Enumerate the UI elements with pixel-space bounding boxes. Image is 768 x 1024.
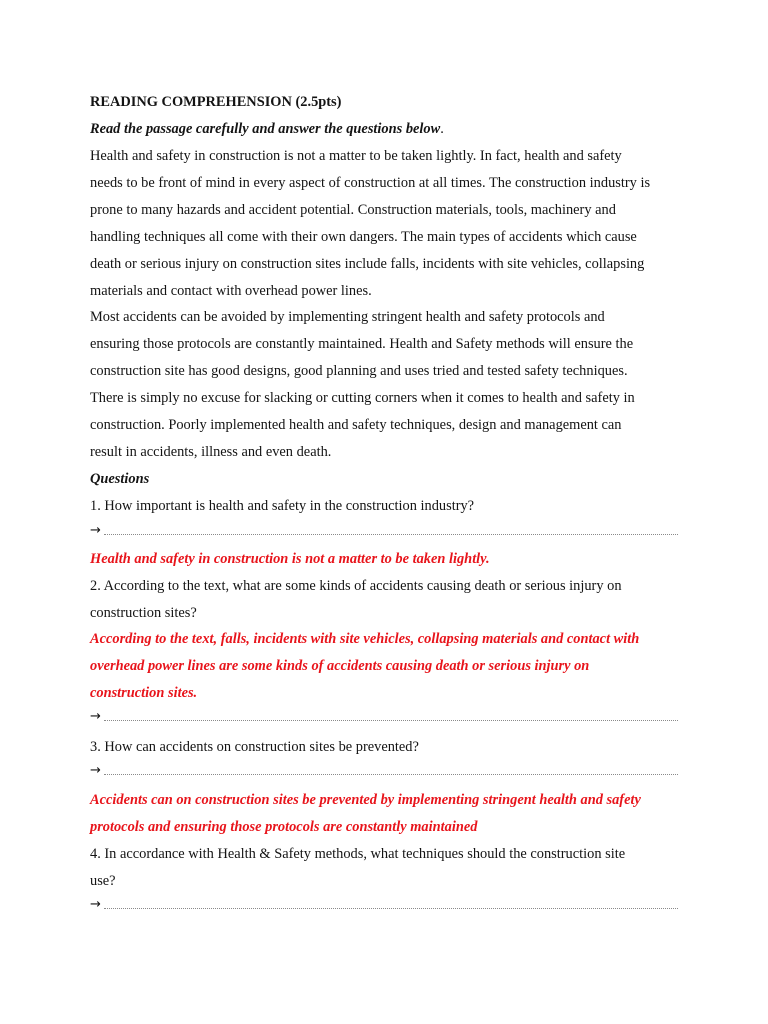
- arrow-icon: →: [90, 763, 101, 778]
- answer-line-3[interactable]: [90, 762, 678, 780]
- arrow-icon: →: [90, 709, 101, 724]
- answer-line-2[interactable]: [90, 708, 678, 726]
- passage-line: construction site has good designs, good planning and uses tried and tested safety techniques.: [90, 363, 628, 379]
- question-1: 1. How important is health and safety in the construction industry?: [90, 498, 475, 514]
- passage-line: result in accidents, illness and even death.: [90, 444, 332, 460]
- passage-line: construction. Poorly implemented health and safety techniques, design and management can: [90, 417, 622, 433]
- arrow-icon: →: [90, 897, 101, 912]
- passage-line: Most accidents can be avoided by implementing stringent health and safety protocols and: [90, 309, 605, 325]
- dotted-answer-line: [104, 720, 678, 721]
- question-4-cont: use?: [90, 873, 116, 889]
- answer-2: According to the text, falls, incidents with site vehicles, collapsing materials and contact with: [90, 631, 640, 647]
- passage-line: There is simply no excuse for slacking or cutting corners when it comes to health and safety in: [90, 390, 635, 406]
- dotted-answer-line: [104, 534, 678, 535]
- instruction-period: .: [440, 121, 444, 137]
- questions-heading: Questions: [90, 471, 150, 487]
- passage-line: Health and safety in construction is not a matter to be taken lightly. In fact, health and safety: [90, 148, 622, 164]
- instruction-text: Read the passage carefully and answer the questions below: [90, 121, 441, 137]
- question-4: 4. In accordance with Health & Safety methods, what techniques should the construction site: [90, 846, 626, 862]
- dotted-answer-line: [104, 908, 678, 909]
- arrow-icon: →: [90, 523, 101, 538]
- answer-line-4[interactable]: [90, 896, 678, 914]
- passage-line: handling techniques all come with their own dangers. The main types of accidents which cause: [90, 229, 637, 245]
- question-2: 2. According to the text, what are some kinds of accidents causing death or serious injury on: [90, 578, 622, 594]
- passage-line: materials and contact with overhead power lines.: [90, 283, 372, 299]
- answer-1: Health and safety in construction is not a matter to be taken lightly.: [90, 551, 490, 567]
- passage-line: death or serious injury on construction sites include falls, incidents with site vehicles, collapsing: [90, 256, 645, 272]
- dotted-answer-line: [104, 774, 678, 775]
- document-title: READING COMPREHENSION (2.5pts): [90, 94, 342, 110]
- question-3: 3. How can accidents on construction sites be prevented?: [90, 739, 419, 755]
- answer-3-cont: protocols and ensuring those protocols are constantly maintained: [90, 819, 478, 835]
- passage-line: needs to be front of mind in every aspect of construction at all times. The construction industry is: [90, 175, 651, 191]
- answer-2-cont: overhead power lines are some kinds of accidents causing death or serious injury on: [90, 658, 590, 674]
- question-2-cont: construction sites?: [90, 605, 197, 621]
- answer-3: Accidents can on construction sites be prevented by implementing stringent health and safety: [90, 792, 641, 808]
- instruction-line: [90, 120, 690, 138]
- passage-line: prone to many hazards and accident potential. Construction materials, tools, machinery and: [90, 202, 616, 218]
- answer-line-1[interactable]: [90, 522, 678, 540]
- passage-line: ensuring those protocols are constantly maintained. Health and Safety methods will ensure the: [90, 336, 634, 352]
- answer-2-cont: construction sites.: [90, 685, 198, 701]
